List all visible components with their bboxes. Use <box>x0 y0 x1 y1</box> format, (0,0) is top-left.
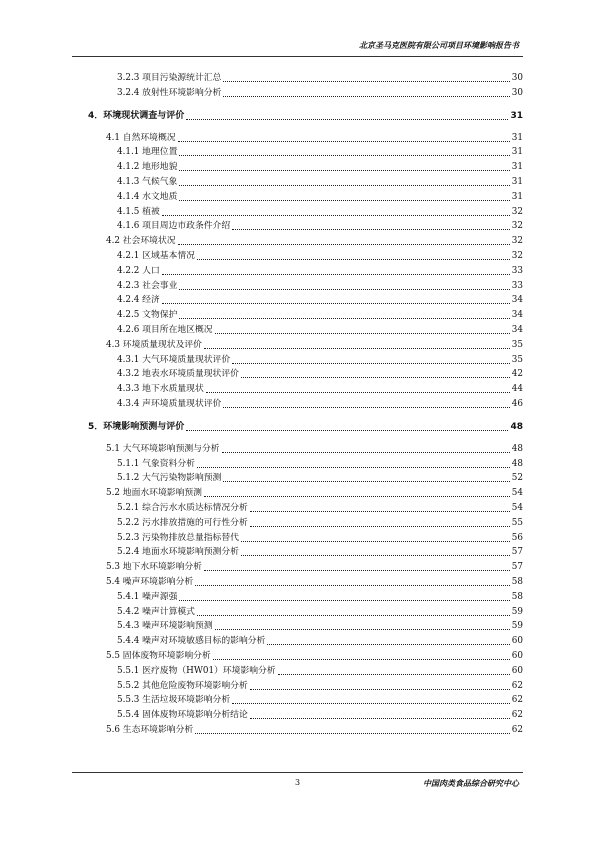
toc-leader-dots <box>186 429 508 431</box>
toc-entry-label: 5.5.4 固体废物环境影响分析结论 <box>117 710 248 721</box>
toc-entry[interactable] <box>72 144 523 158</box>
toc-entry-label: 5.6 生态环境影响分析 <box>106 725 194 735</box>
toc-entry[interactable] <box>72 396 523 410</box>
toc-entry-page: 48 <box>510 421 523 432</box>
toc-entry[interactable] <box>72 441 523 455</box>
toc-entry-page: 55 <box>511 517 523 528</box>
toc-entry[interactable] <box>72 574 523 588</box>
toc-entry-page: 58 <box>511 591 523 602</box>
toc-entry-page: 31 <box>511 162 523 173</box>
toc-entry-label: 5.1.2 大气污染物影响预测 <box>117 473 222 484</box>
toc-leader-dots <box>206 391 510 393</box>
toc-entry-label: 4.1.6 项目周边市政条件介绍 <box>117 221 231 232</box>
toc-entry-label: 4.2.3 社会事业 <box>117 280 178 291</box>
toc-leader-dots <box>204 495 510 497</box>
toc-entry[interactable] <box>72 633 523 647</box>
toc-leader-dots <box>179 169 509 171</box>
toc-leader-dots <box>250 688 510 690</box>
toc-entry[interactable] <box>72 352 523 366</box>
toc-entry-label: 4.3.4 声环境质量现状评价 <box>117 399 222 409</box>
toc-entry[interactable] <box>72 589 523 603</box>
toc-entry-page: 62 <box>511 725 523 735</box>
toc-entry-label: 5.2.3 污染物排放总量指标替代 <box>117 532 239 543</box>
toc-leader-dots <box>232 228 510 230</box>
toc-entry-label: 4.2.5 文物保护 <box>117 310 178 321</box>
toc-entry[interactable] <box>72 722 523 736</box>
toc-leader-dots <box>204 347 510 349</box>
toc-entry[interactable] <box>72 366 523 380</box>
toc-entry-label: 4.1.1 地理位置 <box>117 147 178 158</box>
toc-entry[interactable] <box>72 530 523 544</box>
toc-entry-page: 34 <box>511 325 523 335</box>
toc-leader-dots <box>162 273 510 275</box>
toc-entry-label: 5.4.1 噪声源强 <box>117 591 178 602</box>
toc-entry[interactable] <box>72 233 523 247</box>
toc-entry-label: 3.2.4 放射性环境影响分析 <box>117 87 222 98</box>
toc-entry[interactable] <box>72 322 523 336</box>
toc-entry-label: 5.5 固体废物环境影响分析 <box>106 651 211 661</box>
toc-entry-label: 5.3 地下水环境影响分析 <box>106 562 202 573</box>
toc-entry-page: 32 <box>511 221 523 232</box>
toc-leader-dots <box>195 584 510 586</box>
toc-entry-page: 30 <box>511 87 523 98</box>
toc-entry[interactable] <box>72 292 523 306</box>
toc-leader-dots <box>267 643 509 645</box>
toc-entry-page: 33 <box>511 265 523 276</box>
toc-leader-dots <box>241 376 510 378</box>
toc-entry-label: 4.2.2 人口 <box>117 265 160 276</box>
toc-entry-label: 5.4.3 噪声环境影响预测 <box>117 621 213 632</box>
toc-entry-page: 54 <box>511 488 523 499</box>
toc-entry[interactable] <box>72 130 523 144</box>
toc-entry-page: 31 <box>510 110 523 121</box>
toc-entry-page: 62 <box>511 680 523 691</box>
toc-leader-dots <box>162 214 510 216</box>
toc-leader-dots <box>179 154 509 156</box>
toc-entry-page: 58 <box>511 577 523 587</box>
toc-entry[interactable] <box>72 559 523 573</box>
toc-entry[interactable] <box>72 159 523 173</box>
toc-entry[interactable] <box>72 604 523 618</box>
toc-leader-dots <box>232 362 510 364</box>
toc-entry-page: 32 <box>511 251 523 261</box>
toc-leader-dots <box>213 658 510 660</box>
toc-entry[interactable] <box>72 419 523 433</box>
toc-entry-page: 31 <box>511 132 523 143</box>
toc-entry-label: 4.3.1 大气环境质量现状评价 <box>117 354 231 365</box>
toc-entry[interactable] <box>72 648 523 662</box>
toc-entry[interactable] <box>72 70 523 84</box>
toc-entry[interactable] <box>72 85 523 99</box>
page-header <box>72 38 523 57</box>
toc-leader-dots <box>197 466 510 468</box>
toc-entry-label: 4.1.5 植被 <box>117 206 160 217</box>
toc-entry-page: 31 <box>511 191 523 202</box>
toc-leader-dots <box>186 118 508 120</box>
toc-entry-label: 5.5.1 医疗废物（HW01）环境影响分析 <box>117 665 276 676</box>
toc-entry-label: 5.4.2 噪声计算模式 <box>117 606 195 617</box>
toc-entry-page: 35 <box>511 354 523 365</box>
toc-entry-label: 4.1.2 地形地貌 <box>117 162 178 173</box>
toc-entry-page: 42 <box>511 369 523 380</box>
toc-entry-label: 4．环境现状调查与评价 <box>88 110 185 121</box>
toc-entry-label: 4.2.4 经济 <box>117 295 160 306</box>
toc-leader-dots <box>178 243 510 245</box>
toc-leader-dots <box>178 140 510 142</box>
toc-entry-page: 48 <box>511 443 523 454</box>
toc-leader-dots <box>179 317 509 319</box>
toc-entry-page: 35 <box>511 339 523 350</box>
footer-organization: 中国肉类食品综合研究中心 <box>423 779 519 788</box>
toc-entry-label: 4.3.2 地表水环境质量现状评价 <box>117 369 239 380</box>
toc-entry[interactable] <box>72 707 523 721</box>
toc-entry-page: 48 <box>511 458 523 469</box>
toc-entry-label: 5.2.4 地面水环境影响预测分析 <box>117 547 239 558</box>
toc-entry-label: 3.2.3 项目污染源统计汇总 <box>117 73 222 83</box>
toc-entry-label: 4.2 社会环境状况 <box>106 236 176 247</box>
toc-entry[interactable] <box>72 515 523 529</box>
toc-entry-page: 60 <box>511 636 523 647</box>
toc-entry-page: 30 <box>511 73 523 83</box>
toc-entry-page: 31 <box>511 177 523 187</box>
toc-entry-label: 5.4.4 噪声对环境敏感目标的影响分析 <box>117 636 266 647</box>
toc-entry[interactable] <box>72 218 523 232</box>
footer-page-number: 3 <box>294 778 301 787</box>
toc-entry-page: 32 <box>511 206 523 217</box>
toc-entry[interactable] <box>72 663 523 677</box>
toc-leader-dots <box>179 199 509 201</box>
toc-entry[interactable] <box>72 470 523 484</box>
toc-leader-dots <box>179 288 509 290</box>
header-title: 北京圣马克医院有限公司项目环境影响报告书 <box>359 41 519 50</box>
toc-entry-page: 60 <box>511 665 523 676</box>
toc-entry-page: 57 <box>511 547 523 558</box>
toc-entry-page: 62 <box>511 710 523 721</box>
toc-leader-dots <box>204 569 510 571</box>
toc-leader-dots <box>223 95 509 97</box>
toc-entry[interactable] <box>72 204 523 218</box>
toc-entry-label: 4.1.3 气候气象 <box>117 177 178 187</box>
toc-entry-page: 59 <box>511 621 523 632</box>
toc-entry[interactable] <box>72 485 523 499</box>
toc-leader-dots <box>250 510 510 512</box>
toc-entry[interactable] <box>72 381 523 395</box>
toc-entry-label: 5.5.2 其他危险废物环境影响分析 <box>117 680 248 691</box>
toc-entry-page: 60 <box>511 651 523 661</box>
toc-entry-page: 31 <box>511 147 523 158</box>
toc-leader-dots <box>179 599 509 601</box>
toc-entry[interactable] <box>72 108 523 122</box>
toc-entry-page: 32 <box>511 236 523 247</box>
toc-entry-label: 5.4 噪声环境影响分析 <box>106 577 194 587</box>
toc-entry-page: 56 <box>511 532 523 543</box>
toc-entry-label: 5.5.3 生活垃圾环境影响分析 <box>117 695 231 706</box>
toc-entry-label: 5．环境影响预测与评价 <box>88 421 185 432</box>
toc-entry-label: 5.1 大气环境影响预测与分析 <box>106 443 220 454</box>
toc-entry[interactable] <box>72 456 523 470</box>
toc-leader-dots <box>222 451 510 453</box>
toc-entry-page: 34 <box>511 310 523 321</box>
toc-entry[interactable] <box>72 618 523 632</box>
toc-entry[interactable] <box>72 248 523 262</box>
toc-leader-dots <box>215 628 510 630</box>
toc-entry[interactable] <box>72 307 523 321</box>
toc-entry-label: 5.2 地面水环境影响预测 <box>106 488 202 499</box>
toc-leader-dots <box>241 540 510 542</box>
toc-entry[interactable] <box>72 692 523 706</box>
toc-leader-dots <box>162 302 510 304</box>
toc-entry-page: 52 <box>511 473 523 484</box>
footer-divider <box>72 772 523 773</box>
toc-entry[interactable] <box>72 278 523 292</box>
toc-entry-page: 34 <box>511 295 523 306</box>
toc-entry-label: 4.3.3 地下水质量现状 <box>117 384 204 395</box>
toc-entry-label: 4.3 环境质量现状及评价 <box>106 339 202 350</box>
toc-leader-dots <box>215 332 510 334</box>
toc-entry-page: 44 <box>511 384 523 395</box>
toc-entry[interactable] <box>72 174 523 188</box>
toc-entry-label: 5.1.1 气象资料分析 <box>117 458 195 469</box>
toc-entry[interactable] <box>72 189 523 203</box>
toc-leader-dots <box>195 732 510 734</box>
toc-entry-label: 5.2.1 综合污水水质达标情况分析 <box>117 503 248 513</box>
toc-entry-page: 59 <box>511 606 523 617</box>
toc-leader-dots <box>179 184 509 186</box>
toc-entry-label: 4.2.6 项目所在地区概况 <box>117 325 213 335</box>
toc-entry-page: 54 <box>511 503 523 513</box>
toc-entry-page: 57 <box>511 562 523 573</box>
toc-entry-page: 62 <box>511 695 523 706</box>
toc-leader-dots <box>223 480 509 482</box>
toc-entry-label: 4.1 自然环境概况 <box>106 132 176 143</box>
toc-leader-dots <box>197 614 510 616</box>
toc-leader-dots <box>250 525 510 527</box>
toc-entry-page: 46 <box>511 399 523 409</box>
toc-entry[interactable] <box>72 337 523 351</box>
toc-entry[interactable] <box>72 500 523 514</box>
toc-leader-dots <box>278 673 510 675</box>
toc-leader-dots <box>250 717 510 719</box>
toc-entry-page: 33 <box>511 280 523 291</box>
toc-entry-label: 5.2.2 污水排放措施的可行性分析 <box>117 517 248 528</box>
toc-entry[interactable] <box>72 263 523 277</box>
toc-leader-dots <box>197 258 510 260</box>
toc-leader-dots <box>232 702 510 704</box>
toc-entry[interactable] <box>72 544 523 558</box>
toc-leader-dots <box>223 80 509 82</box>
toc-leader-dots <box>223 406 509 408</box>
toc-entry-label: 4.2.1 区域基本情况 <box>117 251 195 261</box>
toc-entry-label: 4.1.4 水文地质 <box>117 191 178 202</box>
toc-leader-dots <box>241 554 510 556</box>
toc-entry[interactable] <box>72 678 523 692</box>
